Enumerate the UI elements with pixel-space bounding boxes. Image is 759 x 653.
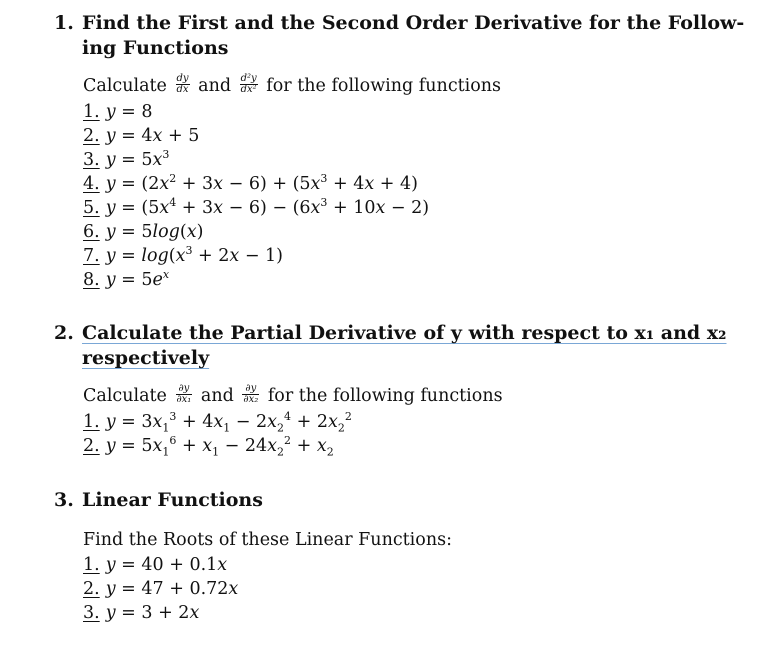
list-item: 2. y = 4x + 5 (83, 126, 200, 146)
list-item: 7. $y = \log(x^3 + 2x - 1)$ (83, 244, 283, 266)
list-item: 3. $y = 5x^3$ (83, 148, 170, 170)
fraction-d2y-dx2: $\frac{\text{d²y}}{\text{dx²}}$ (240, 73, 257, 95)
list-item: 1. y = 40 + 0.1x (83, 555, 228, 575)
section-number: 3. (54, 489, 74, 511)
section-number: 1. (54, 12, 74, 34)
list-item: 2. $y = 5x_1^6 + x_1 - 24x_2^2 + x_2$ (83, 434, 334, 459)
list-item: 4. $y = (2x^2 + 3x - 6) + (5x^3 + 4x + 4)$ (83, 172, 418, 194)
section-1-title (54, 11, 744, 61)
list-item: 1. y = 8 (83, 102, 153, 122)
section-2-intro: Calculate $\frac{\partial y}{\text{∂x₁}}$ and $\frac{\partial y}{\text{∂x₂}}$ for the following functions (83, 383, 503, 406)
section-title-line2: ing Functions (82, 37, 229, 59)
fraction-dy-dx: $\frac{dy}{dx}$ (176, 73, 189, 95)
list-item: 3. y = 3 + 2x (83, 603, 200, 623)
section-number: 2. (54, 322, 74, 344)
section-title-line1: Calculate the Partial Derivative of y with respect to x₁ and x₂ (82, 322, 727, 344)
list-item: 8. $y = 5e^x$ (83, 268, 170, 290)
section-title-line1: Linear Functions (82, 489, 263, 511)
section-title-line1: Find the First and the Second Order Derivative for the Follow- (82, 12, 745, 34)
section-3-intro: Find the Roots of these Linear Functions: (83, 530, 452, 550)
list-item: 1. $y = 3x_1^3 + 4x_1 - 2x_2^4 + 2x_2^2$ (83, 410, 352, 435)
section-1-intro: Calculate $\frac{dy}{dx}$ and $\frac{\text{d²y}}{\text{dx²}}$ for the following functions (83, 73, 502, 96)
fraction-dy-dx2: $\frac{\partial y}{\text{∂x₂}}$ (243, 383, 259, 405)
fraction-dy-dx1: $\frac{\partial y}{\text{∂x₁}}$ (176, 383, 192, 405)
section-3-title (54, 488, 263, 513)
section-title-line2: respectively (82, 347, 210, 369)
list-item: 5. $y = (5x^4 + 3x - 6) - (6x^3 + 10x - 2)$ (83, 196, 430, 218)
list-item: 2. y = 47 + 0.72x (83, 579, 239, 599)
list-item: 6. y = 5log(x) (83, 222, 204, 242)
section-2-title (54, 321, 726, 371)
